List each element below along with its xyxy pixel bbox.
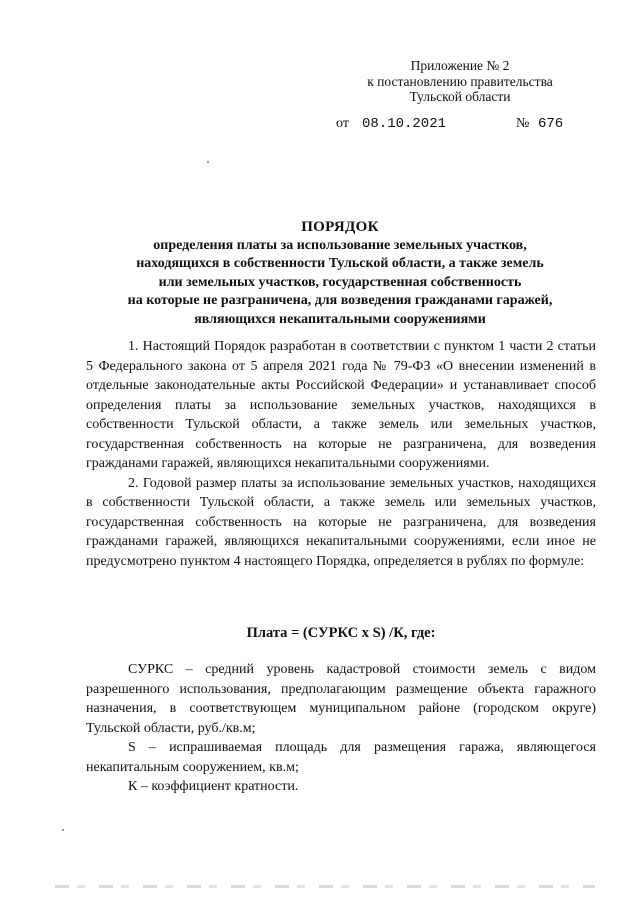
scan-speck: [62, 829, 64, 831]
document-body: [86, 337, 596, 571]
definition-k: К – коэффициент кратности.: [128, 779, 299, 794]
definition-s: S – испрашиваемая площадь для размещения гаража, являющегося некапитальным сооружением, кв.м;: [86, 740, 596, 775]
title-main: ПОРЯДОК: [301, 219, 379, 235]
payment-formula: Плата = (СУРКС x S) /К, где:: [246, 625, 436, 641]
resolution-number: 676: [538, 116, 564, 132]
title-line: на которые не разграничена, для возведения гражданами гаражей,: [127, 293, 553, 308]
title-line: являющихся некапитальными сооружениями: [194, 311, 486, 327]
paragraph-1: 1. Настоящий Порядок разработан в соответствии с пунктом 1 части 2 статьи 5 Федерального закона от 5 апреля 2021 года № 79-ФЗ «О внесении изменений в отдельные законодательные акты Российской Федерации» и устанавливает способ определения платы за использование земельных участков, находящихся в собственности Тульской области, а также земель или земельных участков, государственная собственность на которые не разграничена, для возведения гражданами гаражей, являющихся некапитальными сооружениями.: [86, 339, 596, 471]
definition-surks: СУРКС – средний уровень кадастровой стоимости земель с видом разрешенного использования, предполагающим размещение объекта гаражного назначения, в соответствующем муниципальном районе (городском округе) Тульской области, руб./кв.м;: [86, 662, 596, 736]
title-line: определения платы за использование земельных участков,: [153, 237, 527, 253]
paragraph-2: 2. Годовой размер платы за использование земельных участков, находящихся в собственности Тульской области, а также земель или земельных участков, государственная собственность на которые не разграничена, для возведения гражданами гаражей, являющихся некапитальными сооружениями, если иное не предусмотрено пунктом 4 настоящего Порядка, определяется в рублях по формуле:: [86, 475, 596, 569]
scan-artifact-line: [55, 885, 595, 888]
resolution-date: 08.10.2021: [362, 116, 447, 132]
appendix-number: Приложение № 2: [410, 58, 510, 73]
number-sign: №: [516, 116, 530, 131]
scan-speck: [207, 161, 209, 163]
date-prefix: от: [336, 116, 349, 131]
formula-definitions: [86, 660, 596, 797]
appendix-region: Тульской области: [409, 89, 511, 104]
resolution-date-row: [336, 116, 576, 134]
title-line: находящихся в собственности Тульской области, а также земель: [136, 256, 544, 271]
appendix-reference: к постановлению правительства: [367, 73, 553, 89]
title-line: или земельных участков, государственная собственность: [158, 274, 522, 290]
document-title: [90, 218, 590, 329]
appendix-header: [340, 58, 580, 105]
